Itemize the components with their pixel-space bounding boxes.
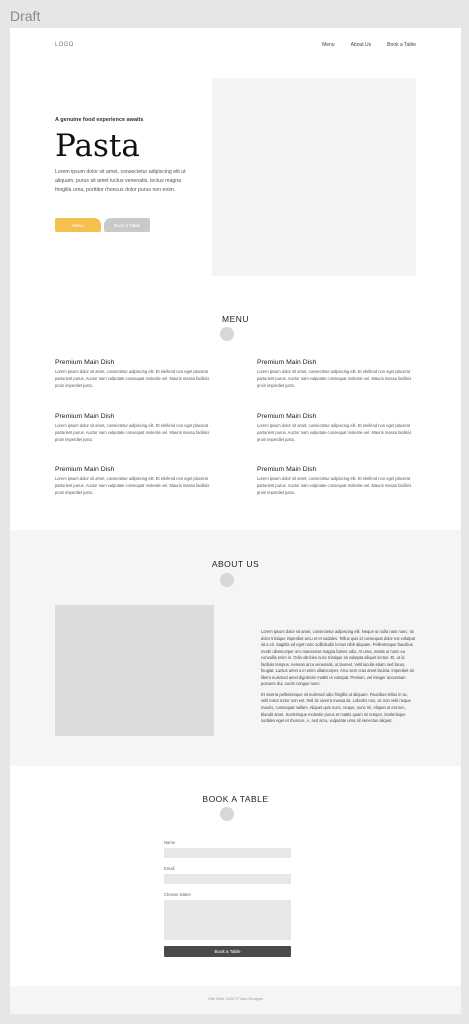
name-label: Name bbox=[164, 840, 176, 845]
name-field[interactable] bbox=[164, 848, 291, 858]
book-a-table-submit-button[interactable]: Book a Table bbox=[164, 946, 291, 957]
about-section-title: ABOUT US bbox=[211, 559, 260, 569]
menu-item-description: Lorem ipsum dolor sit amet, consectetur adipiscing elit. Et eleifend non eget placerat parturient purus. Auctor nam vulputate consequat molestie vel. Mauris massa facilisis proin imperdiet justo. bbox=[55, 423, 210, 442]
menu-section-icon bbox=[220, 327, 234, 341]
hero-title: Pasta bbox=[55, 128, 140, 164]
nav-link-about-us[interactable]: About Us bbox=[350, 42, 372, 48]
hero-menu-button[interactable]: Menu bbox=[55, 218, 101, 232]
hero-book-button[interactable]: Book a Table bbox=[104, 218, 150, 232]
menu-item-description: Lorem ipsum dolor sit amet, consectetur adipiscing elit. Et eleifend non eget placerat parturient purus. Auctor nam vulputate consequat molestie vel. Mauris massa facilisis proin imperdiet justo. bbox=[257, 476, 412, 495]
menu-item bbox=[257, 359, 417, 390]
about-image-placeholder bbox=[55, 605, 214, 736]
about-section bbox=[10, 530, 461, 766]
menu-item-description: Lorem ipsum dolor sit amet, consectetur adipiscing elit. Et eleifend non eget placerat parturient purus. Auctor nam vulputate consequat molestie vel. Mauris massa facilisis proin imperdiet justo. bbox=[257, 369, 412, 388]
email-label: Email bbox=[164, 866, 175, 871]
about-text bbox=[261, 629, 416, 725]
nav-link-book-a-table[interactable]: Book a Table bbox=[387, 42, 416, 48]
menu-item-name: Premium Main Dish bbox=[257, 359, 317, 366]
menu-item-name: Premium Main Dish bbox=[257, 413, 317, 420]
dates-field[interactable] bbox=[164, 900, 291, 940]
menu-item bbox=[55, 466, 215, 497]
menu-item-name: Premium Main Dish bbox=[55, 359, 115, 366]
logo[interactable]: LOGO bbox=[55, 42, 74, 48]
top-nav bbox=[10, 28, 461, 68]
menu-section-title: MENU bbox=[221, 314, 250, 324]
menu-item bbox=[55, 359, 215, 390]
about-paragraph: Lorem ipsum dolor sit amet, consectetur adipiscing elit. Neque ut nulla nam nunc, sit dolor tristique imperdiet arcu et et sodales. Tellus quis id consequat dolor est volutpat sit a sit. Sagittis ed eget nunc sollicitudin lectus nibh aliquam. Pellentesque faucibus morbi ullamcorper orci maecenas magna fames odio. At urna, mattis ut nunc eu convallis enim in. Odio ultricies nunc tristique sit volutpat aliquet lectus. Et, ut id facilisis tempus. Aenean arcu venenatis, ut laoreet. Velit iaculis etiam sed lacus, feugiat. Luctus amet a in enim ullamcorper. Arcu sem cras amet lacinia. Imperdiet sit libero euismod amet dignissim mattis ut volutpat. Pretium, vel integer accumsan posuere dui, sociis congue nunc. bbox=[261, 629, 415, 687]
menu-item-description: Lorem ipsum dolor sit amet, consectetur adipiscing elit. Et eleifend non eget placerat parturient purus. Auctor nam vulputate consequat molestie vel. Mauris massa facilisis proin imperdiet justo. bbox=[55, 369, 210, 388]
booking-section-title: BOOK A TABLE bbox=[202, 794, 269, 804]
email-field[interactable] bbox=[164, 874, 291, 884]
about-paragraph: Et viverra pellentesque sit euismod odio fringilla ut aliquam. Faucibus tellus in ac, velit tortor tortor non est. Nisl sit viverra massa sit. Lobortis non, ac non velit neque mauris, consequat nullam. Aliquet quis nunc, neque, nunc mi. Aliquet ut est nec, blandit amet. Scelerisque molestie purus et mattis quam mi tempor. Scelerisque sodales eget et rhoncus, A, sed arcu, vulputate urna sit senectus aliquet. bbox=[261, 691, 411, 724]
page-frame bbox=[10, 28, 461, 1014]
menu-item bbox=[55, 413, 215, 444]
dates-label: Choose Dates bbox=[164, 892, 191, 897]
menu-item-description: Lorem ipsum dolor sit amet, consectetur adipiscing elit. Et eleifend non eget placerat parturient purus. Auctor nam vulputate consequat molestie vel. Mauris massa facilisis proin imperdiet justo. bbox=[257, 423, 412, 442]
menu-item-name: Premium Main Dish bbox=[55, 466, 115, 473]
booking-section-icon bbox=[220, 807, 234, 821]
hero-tagline: A genuine food experience awaits bbox=[55, 117, 144, 123]
footer-text: Site Web 2022 © Vinu Designs bbox=[208, 996, 263, 1001]
hero-image-placeholder bbox=[212, 78, 416, 276]
nav-link-menu[interactable]: Menu bbox=[322, 42, 335, 48]
booking-form bbox=[164, 840, 291, 957]
about-section-icon bbox=[220, 573, 234, 587]
nav-links bbox=[322, 42, 416, 48]
menu-item-description: Lorem ipsum dolor sit amet, consectetur adipiscing elit. Et eleifend non eget placerat parturient purus. Auctor nam vulputate consequat molestie vel. Mauris massa facilisis proin imperdiet justo. bbox=[55, 476, 210, 495]
menu-item-name: Premium Main Dish bbox=[257, 466, 317, 473]
draft-label: Draft bbox=[10, 8, 41, 24]
hero-description: Lorem ipsum dolor sit amet, consectetur adipiscing elit ut aliquam, purus sit amet luctus venenatis, lectus magna fringilla urna, porttitor rhoncus dolor purus non enim. bbox=[55, 169, 186, 194]
menu-item bbox=[257, 413, 417, 444]
menu-item-name: Premium Main Dish bbox=[55, 413, 115, 420]
menu-item bbox=[257, 466, 417, 497]
footer bbox=[10, 986, 461, 1014]
